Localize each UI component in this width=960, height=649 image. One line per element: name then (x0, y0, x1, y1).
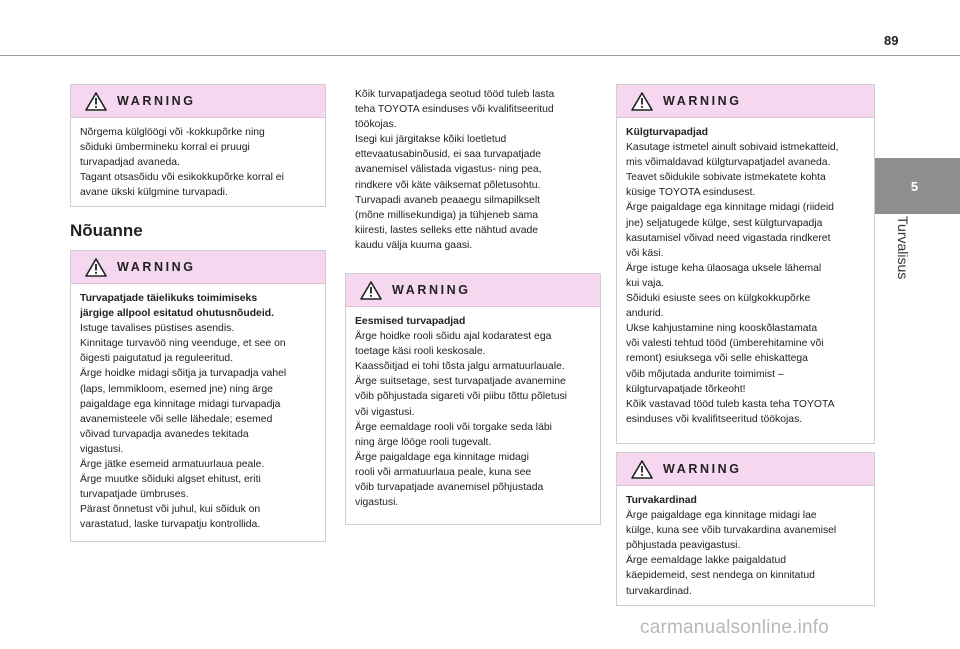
warning-box-airbag-safety (70, 250, 326, 542)
airbag-service-text: Kõik turvapatjadega seotud tööd tuleb lasta teha TOYOTA esinduses või kvalifitseeritud töökojas. Isegi kui järgitakse kõiki loetletud ettevaatusabinõusid, ei saa turvapatjade avanemisel välistada vigastus- ning pea, rindkere või käte väiksemat põletusohtu. Turvapadi avaneb peaaegu silmapilkselt (mõne millisekundiga) ja tühjeneb sama kiiresti, lastes selleks ette nähtud avade kaudu välja kuuma gaasi. (355, 89, 555, 251)
warning-header (346, 274, 600, 307)
section-heading: Nõuanne (70, 221, 143, 240)
warning-box-airbag-deploy (70, 84, 326, 207)
chapter-number: 5 (910, 178, 919, 194)
warning-label: WARNING (392, 283, 471, 297)
warning-text: Kasutage istmetel ainult sobivaid istmekatteid, mis võimaldavad külgturvapatjadel avaneda. Teavet sõidukile sobivate istmekatete kohta küsige TOYOTA esindusest. Ärge paigaldage ega kinnitage midagi (riideid jne) seljatugede külge, sest külgturvapadja kasutamisel võivad need vigastada rindkeret või käsi. Ärge istuge keha ülaosaga uksele lähemal kui vaja. Sõiduki esiuste sees on külgkokkupõrke andurid. Ukse kahjustamine ning kooskõlastamata või valesti tehtud tööd (ümberehitamine või remont) esiuksega või selle ehiskattega võib mõjutada andurite toimimist – külgturvapatjade tõrkeoht! Kõik vastavad tööd tuleb kasta teha TOYOTA esinduses või kvalifitseeritud töökojas. (626, 142, 839, 425)
warning-bold-title: Külgturvapadjad (626, 127, 708, 138)
warning-text: Istuge tavalises püstises asendis. Kinnitage turvavöö ning veenduge, et see on õigesti paigutatud ja reguleeritud. Ärge hoidke midagi sõitja ja turvapadja vahel (laps, lemmikloom, esemed jne) ning ärge paigaldage ega kinnitage midagi turvapadja avanemisteele või selle lähedale; esemed võivad turvapadja avanedes tekitada vigastusi. Ärge jätke esemeid armatuurlaua peale. Ärge muutke sõiduki algset ehitust, eriti turvapatjade ümbruses. Pärast õnnetust või juhul, kui sõiduk on varastatud, laske turvapatju kontrollida. (80, 323, 287, 531)
warning-body (346, 307, 600, 516)
warning-triangle-icon (631, 460, 653, 479)
warning-triangle-icon (631, 92, 653, 111)
warning-text: Ärge paigaldage ega kinnitage midagi lae külge, kuna see võib turvakardina avanemisel põhjustada peavigastusi. Ärge eemaldage lakke paigaldatud käepidemeid, sest nendega on kinnitatud turvakardinad. (626, 510, 837, 597)
chapter-title: Turvalisus (895, 216, 911, 280)
warning-box-front-airbags (345, 273, 601, 525)
warning-body (617, 486, 874, 605)
warning-header (71, 85, 325, 118)
warning-body (71, 284, 325, 539)
warning-header (71, 251, 325, 284)
warning-bold-title: Turvapatjade täielikuks toimimiseks järgige allpool esitatud ohutusnõudeid. (80, 293, 274, 320)
warning-text: Ärge hoidke rooli sõidu ajal kodaratest ega toetage käsi rooli keskosale. Kaassõitjad ei tohi tõsta jalgu armatuurlauale. Ärge suitsetage, sest turvapatjade avanemine võib põhjustada sigareti või piibu tõttu põletusi või vigastusi. Ärge eemaldage rooli või torgake seda läbi ning ärge lööge rooli tugevalt. Ärge paigaldage ega kinnitage midagi rooli või armatuurlaua peale, kuna see võib turvapatjade avanemisel põhjustada vigastusi. (355, 331, 567, 509)
warning-label: WARNING (117, 260, 196, 274)
warning-triangle-icon (85, 92, 107, 111)
warning-box-curtain-airbags (616, 452, 875, 606)
warning-text: Nõrgema külglöögi või -kokkupõrke ning sõiduki ümbermineku korral ei pruugi turvapadjad avaneda. Tagant otsasõidu või esikokkupõrke korral ei avane ükski külgmine turvapadi. (80, 127, 284, 199)
header-divider (0, 55, 960, 56)
chapter-tab[interactable] (869, 158, 960, 214)
warning-triangle-icon (85, 258, 107, 277)
warning-body (617, 118, 874, 433)
warning-triangle-icon (360, 281, 382, 300)
warning-label: WARNING (663, 94, 742, 108)
page-number: 89 (884, 33, 899, 48)
warning-box-side-airbags (616, 84, 875, 444)
warning-header (617, 453, 874, 486)
watermark: carmanualsonline.info (640, 617, 830, 638)
warning-bold-title: Eesmised turvapadjad (355, 316, 466, 327)
warning-header (617, 85, 874, 118)
warning-label: WARNING (117, 94, 196, 108)
warning-bold-title: Turvakardinad (626, 495, 697, 506)
warning-label: WARNING (663, 462, 742, 476)
